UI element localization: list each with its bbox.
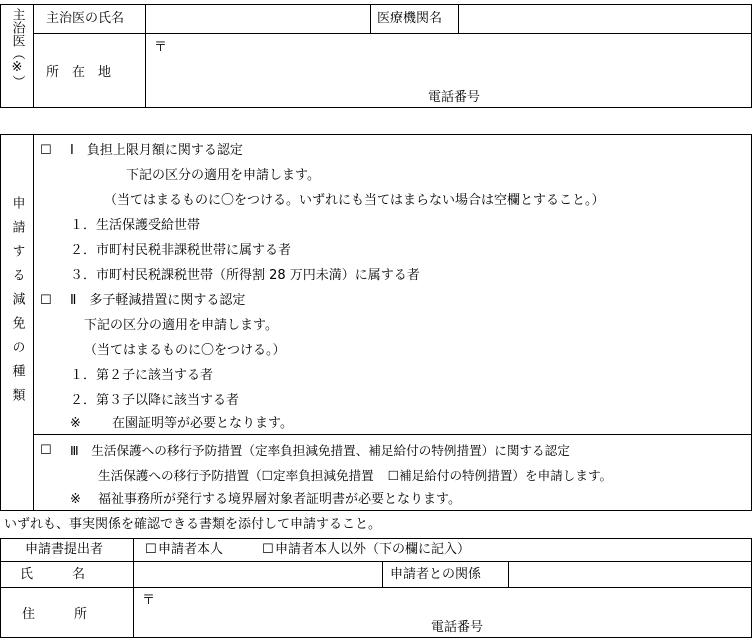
doctor-side-label-text: 主治医（※） [9, 8, 25, 88]
section3-opt2-checkbox[interactable]: ☐ [387, 468, 400, 483]
reduction-side-label-text: 申請する減免の種類 [9, 196, 25, 412]
submitter-postal-mark: 〒 [142, 593, 156, 608]
section1-item-3[interactable]: ３．市町村民税課税世帯（所得割 28 万円未満）に属する者 [70, 268, 420, 283]
attachment-instruction: いずれも、事実関係を確認できる書類を添付して申請すること。 [4, 517, 382, 532]
section1-checkbox[interactable]: ☐ [40, 143, 52, 158]
section2-title: Ⅱ 多子軽減措置に関する認定 [70, 293, 246, 308]
submitter-opt1-label: 申請者本人 [158, 542, 224, 557]
section2-item-2[interactable]: ２．第３子以降に該当する者 [70, 393, 240, 408]
section3-opt1-text: 定率負担減免措置 [273, 468, 374, 483]
relation-label-left [382, 561, 383, 587]
submitter-name-field[interactable] [134, 562, 382, 587]
section1-note: （当てはまるものに〇をつける。いずれにも当てはまらない場合は空欄とすること。） [104, 193, 605, 208]
submitter-label: 申請書提出者 [25, 542, 104, 557]
doctor-address-label: 所 在 地 [46, 65, 112, 80]
section1-item-1[interactable]: １．生活保護受給世帯 [70, 218, 201, 233]
section1-title: Ⅰ 負担上限月額に関する認定 [70, 143, 243, 158]
reduction-side-divider [33, 134, 34, 511]
section3-opt1-checkbox[interactable]: ☐ [261, 468, 274, 483]
section3-line1-suffix: ）を申請します。 [512, 468, 613, 483]
section1-apply-line: 下記の区分の適用を申請します。 [126, 168, 320, 183]
doctor-name-label: 主治医の氏名 [46, 11, 125, 26]
submitter-opt2-label: 申請者本人以外（下の欄に記入） [275, 542, 471, 557]
institution-field[interactable] [459, 5, 751, 33]
submitter-name-label: 氏 名 [20, 567, 86, 582]
section3-divider [33, 434, 752, 435]
section2-footnote: 在園証明等が必要となります。 [112, 416, 293, 431]
doctor-postal-mark: 〒 [154, 40, 168, 55]
doctor-phone-label: 電話番号 [428, 90, 481, 105]
section2-item-1[interactable]: １．第２子に該当する者 [70, 368, 214, 383]
section3-opt2-text: 補足給付の特例措置 [399, 468, 513, 483]
institution-label: 医療機関名 [377, 11, 443, 26]
doctor-side-label [4, 8, 30, 88]
section3-title: Ⅲ 生活保護への移行予防措置（定率負担減免措置、補足給付の特例措置）に関する認定 [70, 443, 570, 458]
section2-checkbox[interactable]: ☐ [40, 293, 52, 308]
section2-note: （当てはまるものに〇をつける。） [84, 343, 286, 358]
doctor-name-field[interactable] [146, 5, 370, 33]
institution-label-left [370, 4, 371, 33]
doctor-side-divider [33, 4, 34, 108]
submitter-phone-label: 電話番号 [431, 620, 484, 635]
section3-line1 [98, 468, 612, 484]
reduction-side-label [4, 196, 30, 412]
section3-footnote: 福祉事務所が発行する境界層対象者証明書が必要となります。 [98, 492, 461, 507]
relation-field[interactable] [509, 562, 751, 587]
relation-label: 申請者との関係 [390, 567, 482, 582]
section3-asterisk: ※ [70, 492, 81, 507]
section3-line1-prefix: 生活保護への移行予防措置（ [98, 468, 262, 483]
section2-apply-line: 下記の区分の適用を申請します。 [84, 318, 278, 333]
section3-checkbox[interactable]: ☐ [40, 443, 52, 458]
section1-item-2[interactable]: ２．市町村民税非課税世帯に属する者 [70, 243, 292, 258]
submitter-opt1-checkbox[interactable]: ☐ [145, 542, 157, 557]
submitter-opt2-checkbox[interactable]: ☐ [262, 542, 274, 557]
section2-asterisk: ※ [70, 416, 81, 431]
submitter-address-label: 住 所 [22, 607, 88, 622]
